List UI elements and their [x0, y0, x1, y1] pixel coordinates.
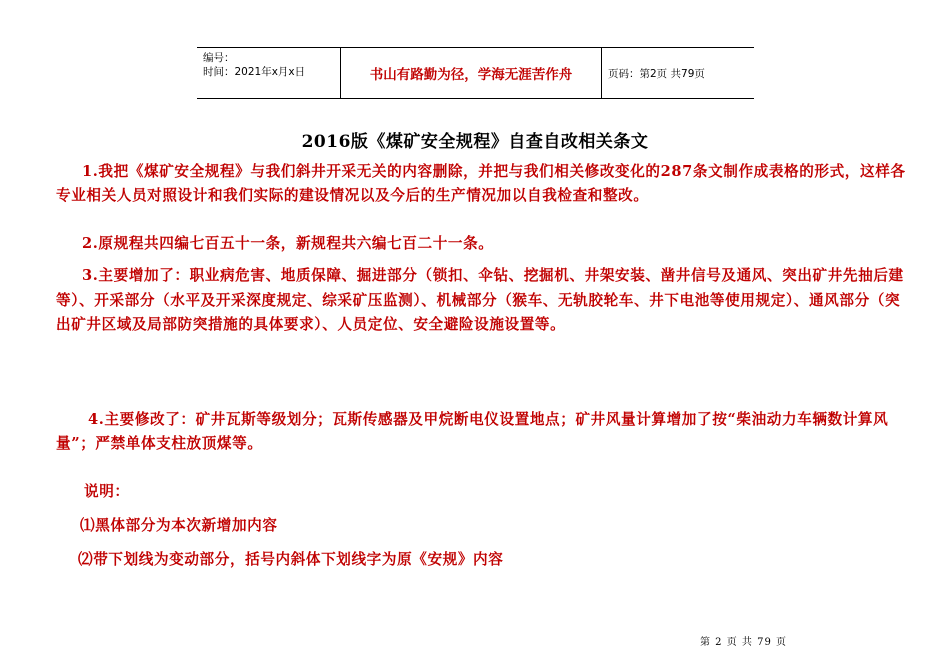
paragraph-2: 2.原规程共四编七百五十一条，新规程共六编七百二十一条。: [82, 235, 494, 252]
time-label: 时间：2021年x月x日: [203, 66, 306, 78]
paragraph-4: 4.主要修改了：矿井瓦斯等级划分；瓦斯传感器及甲烷断电仪设置地点；矿井风量计算增加了按“柴油动力车辆数计算风量”；严禁单体支柱放顶煤等。: [56, 411, 889, 452]
header-motto: 书山有路勤为径，学海无涯苦作舟: [340, 48, 602, 98]
document-title: 2016版《煤矿安全规程》自查自改相关条文: [301, 132, 649, 152]
note-item-1: ⑴黑体部分为本次新增加内容: [80, 517, 278, 534]
paragraph-3: 3.主要增加了：职业病危害、地质保障、掘进部分（锁扣、伞钻、挖掘机、井架安装、凿井信号及通风、突出矿井先抽后建等）、开采部分（水平及开采深度规定、综采矿压监测）、机械部分（猴车、无轨胶轮车、井下电池等使用规定）、通风部分（突出矿井区域及局部防突措施的具体要求）、人员定位、安全避险设施设置等。: [56, 267, 904, 333]
note-item-2: ⑵带下划线为变动部分，括号内斜体下划线字为原《安规》内容: [78, 551, 504, 568]
header-page-info: 页码：第2页 共79页: [608, 67, 705, 80]
notes-heading: 说明：: [84, 483, 130, 500]
document-header: [197, 47, 754, 99]
page-footer: 第 2 页 共 79 页: [700, 637, 787, 648]
paragraph-1: 1.我把《煤矿安全规程》与我们斜井开采无关的内容删除，并把与我们相关修改变化的287条文制作成表格的形式，这样各专业相关人员对照设计和我们实际的建设情况以及今后的生产情况加以自我检查和整改。: [56, 163, 906, 204]
number-label: 编号：: [203, 52, 235, 64]
header-meta: [197, 48, 340, 98]
